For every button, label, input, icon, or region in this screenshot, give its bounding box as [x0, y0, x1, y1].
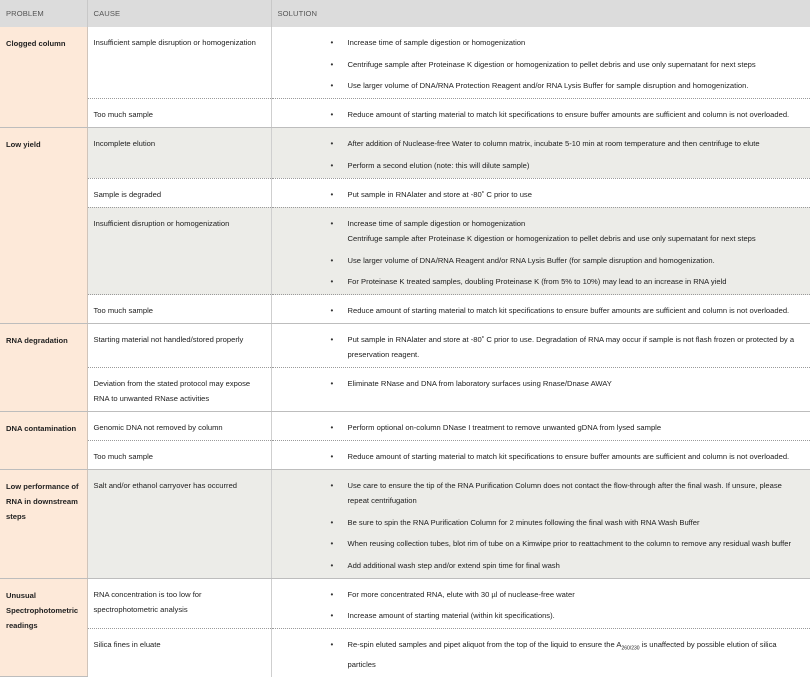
- cause-cell: Too much sample: [87, 441, 271, 470]
- solution-cell: [271, 578, 810, 629]
- solution-item: • After addition of Nuclease-free Water to column matrix, incubate 5-10 min at room temperature and then centrifuge to elute: [272, 136, 805, 151]
- table-row: [0, 368, 810, 412]
- solution-cell: [271, 128, 810, 179]
- table-row: [0, 27, 810, 99]
- solution-item: • Increase time of sample digestion or homogenization: [272, 216, 805, 231]
- problem-cell: RNA degradation: [0, 324, 87, 412]
- solution-text: is unaffected by possible elution of silica particles: [347, 640, 777, 669]
- cause-cell: Salt and/or ethanol carryover has occurred: [87, 470, 271, 579]
- solution-cell: [271, 324, 810, 368]
- table-row: [0, 412, 810, 441]
- cause-cell: Insufficient disruption or homogenization: [87, 207, 271, 295]
- solution-item: • Be sure to spin the RNA Purification Column for 2 minutes following the final wash with RNA Wash Buffer: [272, 515, 805, 530]
- solution-item: • Centrifuge sample after Proteinase K digestion or homogenization to pellet debris and use only supernatant for next steps: [272, 57, 805, 72]
- header-problem: PROBLEM: [0, 0, 87, 27]
- solution-item: • Increase time of sample digestion or homogenization: [272, 35, 805, 50]
- solution-subscript: 260/230: [621, 645, 640, 652]
- cause-cell: Silica fines in eluate: [87, 629, 271, 677]
- solution-cell: [271, 470, 810, 579]
- solution-cell: [271, 412, 810, 441]
- solution-cell: [271, 441, 810, 470]
- solution-item: • Use larger volume of DNA/RNA Reagent and/or RNA Lysis Buffer (for sample disruption and homogenization.: [272, 253, 805, 268]
- solution-text: Re-spin eluted samples and pipet aliquot from the top of the liquid to ensure the A: [347, 640, 622, 649]
- solution-cell: [271, 207, 810, 295]
- solution-cell: [271, 27, 810, 99]
- problem-cell: Clogged column: [0, 27, 87, 128]
- solution-cell: [271, 368, 810, 412]
- solution-item: Centrifuge sample after Proteinase K digestion or homogenization to pellet debris and use only supernatant for next steps: [347, 234, 756, 243]
- cause-cell: RNA concentration is too low for spectrophotometric analysis: [87, 578, 271, 629]
- solution-item: • Put sample in RNAlater and store at -80˚ C prior to use: [272, 187, 805, 202]
- problem-cell: Unusual Spectrophotometric readings: [0, 578, 87, 677]
- problem-cell: DNA contamination: [0, 412, 87, 470]
- solution-item: • Reduce amount of starting material to match kit specifications to ensure buffer amounts are sufficient and column is not overloaded.: [272, 107, 805, 122]
- table-row: [0, 578, 810, 629]
- solution-cell: [271, 629, 810, 677]
- cause-cell: Incomplete elution: [87, 128, 271, 179]
- cause-cell: Genomic DNA not removed by column: [87, 412, 271, 441]
- table-row: [0, 470, 810, 579]
- solution-item: • Eliminate RNase and DNA from laboratory surfaces using Rnase/Dnase AWAY: [272, 376, 805, 391]
- solution-item: • Increase amount of starting material (within kit specifications).: [272, 608, 805, 623]
- cause-cell: Deviation from the stated protocol may expose RNA to unwanted RNase activities: [87, 368, 271, 412]
- solution-cell: [271, 178, 810, 207]
- cause-cell: Too much sample: [87, 99, 271, 128]
- cause-cell: Insufficient sample disruption or homogenization: [87, 27, 271, 99]
- header-cause: CAUSE: [87, 0, 271, 27]
- problem-cell: Low yield: [0, 128, 87, 324]
- solution-item: • Reduce amount of starting material to match kit specifications to ensure buffer amounts are sufficient and column is not overloaded.: [272, 303, 805, 318]
- solution-item: • Perform optional on-column DNase I treatment to remove unwanted gDNA from lysed sample: [272, 420, 805, 435]
- table-row: [0, 178, 810, 207]
- table-row: [0, 99, 810, 128]
- solution-item: • Add additional wash step and/or extend spin time for final wash: [272, 558, 805, 573]
- solution-item: [272, 637, 805, 672]
- solution-item: • When reusing collection tubes, blot rim of tube on a Kimwipe prior to reattachment to the column to remove any residual wash buffer: [272, 536, 805, 551]
- table-row: [0, 295, 810, 324]
- problem-cell: Low performance of RNA in downstream steps: [0, 470, 87, 579]
- header-solution: SOLUTION: [271, 0, 810, 27]
- table-row: [0, 324, 810, 368]
- table-row: [0, 207, 810, 295]
- solution-item: • For Proteinase K treated samples, doubling Proteinase K (from 5% to 10%) may lead to an increase in RNA yield: [272, 274, 805, 289]
- solution-item: • Use larger volume of DNA/RNA Protection Reagent and/or RNA Lysis Buffer for sample disruption and homogenization.: [272, 78, 805, 93]
- table-row: [0, 441, 810, 470]
- cause-cell: Starting material not handled/stored properly: [87, 324, 271, 368]
- cause-cell: Sample is degraded: [87, 178, 271, 207]
- solution-cell: [271, 99, 810, 128]
- solution-item: • Put sample in RNAlater and store at -80˚ C prior to use. Degradation of RNA may occur if sample is not flash frozen or protected by a preservation reagent.: [272, 332, 805, 362]
- cause-cell: Too much sample: [87, 295, 271, 324]
- solution-item: • Reduce amount of starting material to match kit specifications to ensure buffer amounts are sufficient and column is not overloaded.: [272, 449, 805, 464]
- solution-cell: [271, 295, 810, 324]
- table-row: [0, 128, 810, 179]
- table-row: [0, 629, 810, 677]
- header-row: [0, 0, 810, 27]
- solution-item: • Use care to ensure the tip of the RNA Purification Column does not contact the flow-through after the final wash. If unsure, please repeat centrifugation: [272, 478, 805, 508]
- solution-item: • For more concentrated RNA, elute with 30 µl of nuclease-free water: [272, 587, 805, 602]
- solution-item: • Perform a second elution (note: this will dilute sample): [272, 158, 805, 173]
